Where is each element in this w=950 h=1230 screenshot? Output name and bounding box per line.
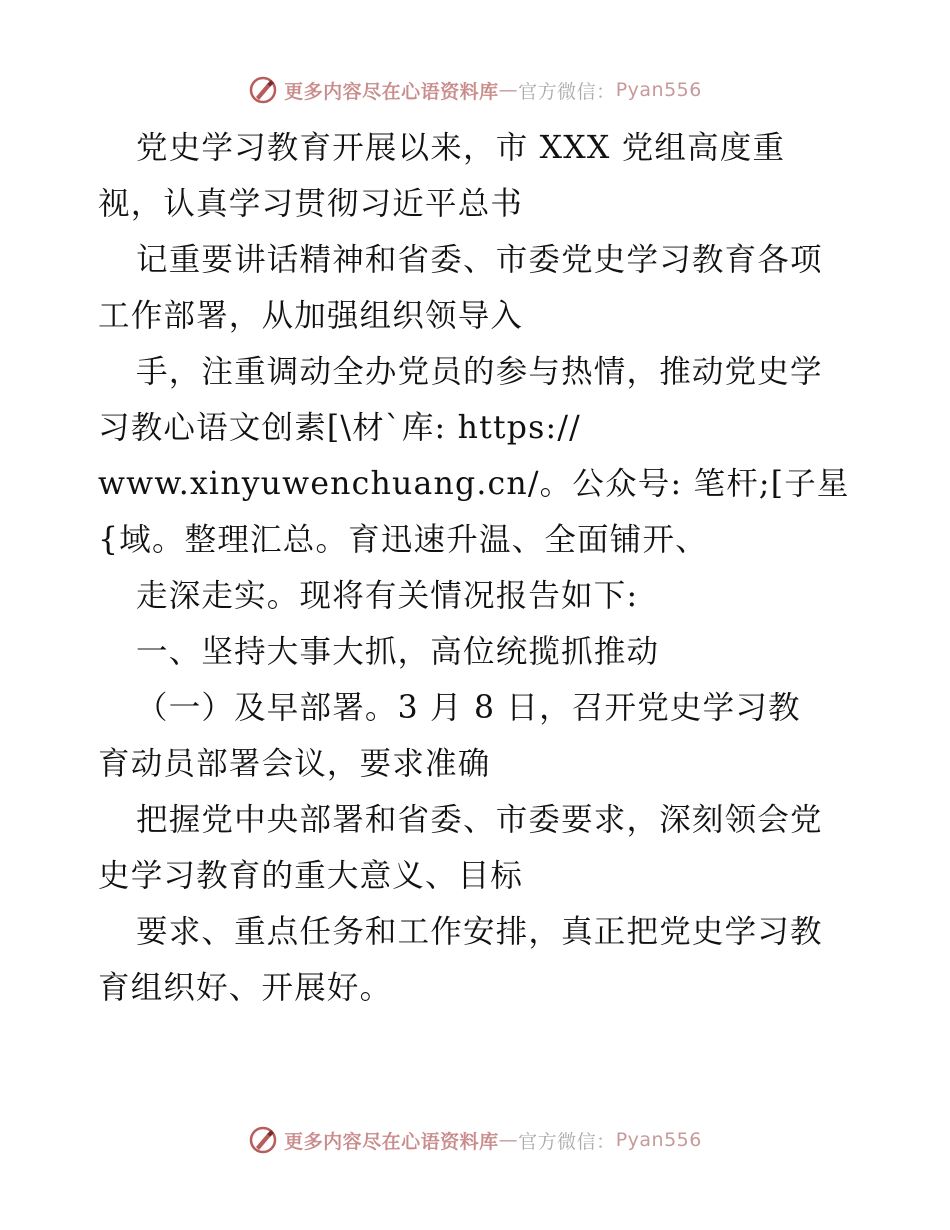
- watermark-brand: 更多内容尽在心语资料库: [284, 80, 499, 103]
- text-line: 手，注重调动全办党员的参与热情，推动党史学: [136, 354, 823, 390]
- text-line: 把握党中央部署和省委、市委要求，深刻领会党: [136, 802, 823, 838]
- text-line: 育组织好、开展好。: [98, 970, 393, 1006]
- text-line: 走深走实。现将有关情况报告如下:: [136, 578, 639, 614]
- section-heading: 一、坚持大事大抓，高位统揽抓推动: [136, 634, 660, 670]
- text-line: 育动员部署会议，要求准确: [98, 746, 491, 782]
- text-line: 党史学习教育开展以来，市 XXX 党组高度重: [136, 130, 786, 166]
- text-line: 习教心语文创素[\材`库: https://: [98, 410, 581, 446]
- pen-logo-icon: [248, 1125, 278, 1155]
- pen-logo-icon: [248, 75, 278, 105]
- watermark-brand: 更多内容尽在心语资料库: [284, 1130, 499, 1153]
- watermark-id: Pyan556: [615, 79, 702, 101]
- text-line: （一）及早部署。3 月 8 日，召开党史学习教: [136, 690, 801, 726]
- watermark-label: 官方微信：: [518, 80, 616, 103]
- header-watermark: [0, 70, 950, 110]
- text-line: 视，认真学习贯彻习近平总书: [98, 186, 524, 222]
- watermark-separator: —: [498, 1129, 519, 1151]
- text-line: 史学习教育的重大意义、目标: [98, 858, 524, 894]
- text-line: www.xinyuwenchuang.cn/。公众号: 笔杆;[子星: [98, 466, 850, 502]
- text-line: 记重要讲话精神和省委、市委党史学习教育各项: [136, 242, 823, 278]
- text-line: 工作部署，从加强组织领导入: [98, 298, 524, 334]
- document-body: [98, 120, 858, 1016]
- text-line: 要求、重点任务和工作安排，真正把党史学习教: [136, 914, 823, 950]
- footer-watermark: [0, 1120, 950, 1160]
- watermark-id: Pyan556: [615, 1129, 702, 1151]
- watermark-label: 官方微信：: [518, 1130, 616, 1153]
- text-line: {域。整理汇总。育迅速升温、全面铺开、: [98, 522, 708, 558]
- watermark-separator: —: [498, 79, 519, 101]
